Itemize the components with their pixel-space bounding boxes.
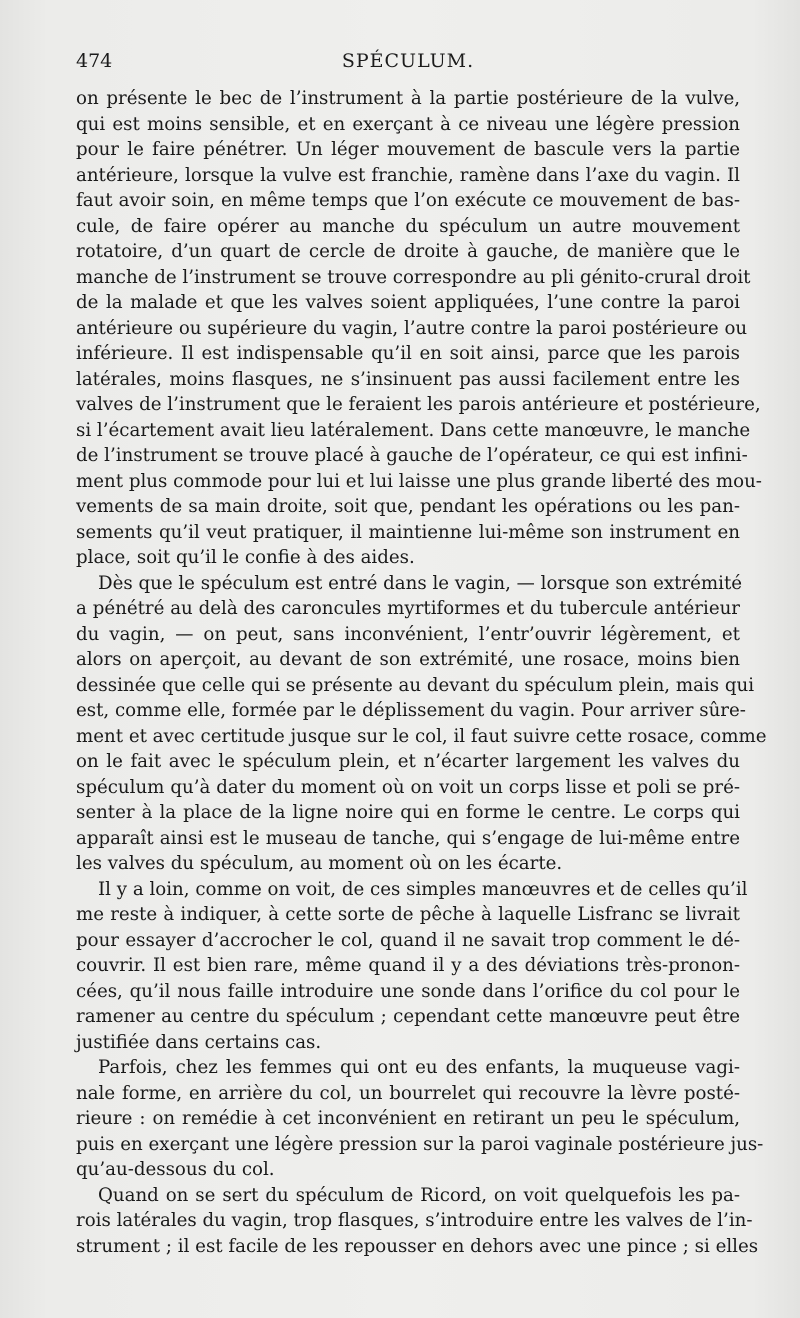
text-line: ment plus commode pour lui et lui laisse une plus grande liberté des mou- bbox=[76, 470, 762, 492]
body-text bbox=[76, 86, 767, 1259]
text-line: de l’instrument se trouve placé à gauche de l’opérateur, ce qui est infini- bbox=[76, 445, 748, 466]
text-line: inférieure. Il est indispensable qu’il en soit ainsi, parce que les parois bbox=[76, 343, 740, 364]
text-line: rieure : on remédie à cet inconvénient en retirant un peu le spéculum, bbox=[76, 1108, 740, 1129]
text-line: apparaît ainsi est le museau de tanche, qui s’engage de lui-même entre bbox=[76, 827, 740, 849]
text-line: Parfois, chez les femmes qui ont eu des enfants, la muqueuse vagi- bbox=[98, 1057, 740, 1078]
text-line: me reste à indiquer, à cette sorte de pêche à laquelle Lisfranc se livrait bbox=[76, 904, 740, 925]
text-line: latérales, moins flasques, ne s’insinuent pas aussi facilement entre les bbox=[76, 368, 740, 390]
paragraph bbox=[76, 1055, 764, 1183]
text-line: rois latérales du vagin, trop flasques, s’introduire entre les valves de l’in- bbox=[76, 1210, 753, 1231]
text-line: ment et avec certitude jusque sur le col, il faut suivre cette rosace, comme bbox=[76, 725, 767, 747]
text-line: les valves du spéculum, au moment où on les écarte. bbox=[76, 853, 563, 874]
paragraph bbox=[76, 877, 748, 1056]
text-line: si l’écartement avait lieu latéralement. Dans cette manœuvre, le manche bbox=[76, 419, 751, 441]
text-line: antérieure ou supérieure du vagin, l’autre contre la paroi postérieure ou bbox=[76, 317, 748, 339]
text-line: on le fait avec le spéculum plein, et n’écarter largement les valves du bbox=[76, 751, 740, 772]
text-line: qu’au-dessous du col. bbox=[76, 1159, 275, 1180]
text-line: justifiée dans certains cas. bbox=[76, 1031, 322, 1053]
text-line: a pénétré au delà des caroncules myrtiformes et du tubercule antérieur bbox=[76, 598, 740, 619]
text-line: vements de sa main droite, soit que, pendant les opérations ou les pan- bbox=[76, 496, 740, 517]
text-line: on présente le bec de l’instrument à la partie postérieure de la vulve, bbox=[76, 88, 740, 109]
text-line: Quand on se sert du spéculum de Ricord, on voit quelquefois les pa- bbox=[98, 1184, 740, 1206]
paragraph bbox=[76, 86, 762, 571]
text-line: place, soit qu’il le confie à des aides. bbox=[76, 547, 415, 568]
text-line: faut avoir soin, en même temps que l’on exécute ce mouvement de bas- bbox=[76, 190, 740, 211]
text-line: senter à la place de la ligne noire qui en forme le centre. Le corps qui bbox=[76, 802, 740, 823]
text-line: sements qu’il veut pratiquer, il maintienne lui-même son instrument en bbox=[76, 521, 740, 543]
text-line: du vagin, — on peut, sans inconvénient, l’entr’ouvrir légèrement, et bbox=[76, 623, 740, 645]
text-line: cées, qu’il nous faille introduire une sonde dans l’orifice du col pour le bbox=[76, 980, 740, 1002]
page-number: 474 bbox=[76, 50, 113, 72]
text-line: strument ; il est facile de les repousser en dehors avec une pince ; si elles bbox=[76, 1235, 759, 1257]
text-line: ramener au centre du spéculum ; cependant cette manœuvre peut être bbox=[76, 1006, 740, 1027]
running-title: SPÉCULUM. bbox=[341, 50, 475, 72]
text-line: Dès que le spéculum est entré dans le vagin, — lorsque son extrémité bbox=[98, 572, 743, 594]
text-line: spéculum qu’à dater du moment où on voit un corps lisse et poli se pré- bbox=[76, 776, 740, 798]
text-line: pour le faire pénétrer. Un léger mouvement de bascule vers la partie bbox=[76, 139, 740, 160]
text-line: de la malade et que les valves soient appliquées, l’une contre la paroi bbox=[76, 292, 740, 313]
text-line: antérieure, lorsque la vulve est franchie, ramène dans l’axe du vagin. Il bbox=[76, 164, 740, 186]
text-line: manche de l’instrument se trouve correspondre au pli génito-crural droit bbox=[76, 266, 751, 288]
text-line: nale forme, en arrière du col, un bourrelet qui recouvre la lèvre posté- bbox=[76, 1082, 740, 1104]
text-line: qui est moins sensible, et en exerçant à ce niveau une légère pression bbox=[76, 113, 740, 135]
text-line: cule, de faire opérer au manche du spéculum un autre mouvement bbox=[76, 215, 740, 237]
text-line: alors on aperçoit, au devant de son extrémité, une rosace, moins bien bbox=[76, 649, 740, 670]
text-line: est, comme elle, formée par le déplissement du vagin. Pour arriver sûre- bbox=[76, 700, 746, 721]
text-line: pour essayer d’accrocher le col, quand il ne savait trop comment le dé- bbox=[76, 929, 740, 951]
text-line: Il y a loin, comme on voit, de ces simples manœuvres et de celles qu’il bbox=[98, 878, 748, 900]
paragraph bbox=[76, 1183, 759, 1260]
text-line: dessinée que celle qui se présente au devant du spéculum plein, mais qui bbox=[76, 674, 755, 696]
text-line: puis en exerçant une légère pression sur la paroi vaginale postérieure jus- bbox=[76, 1133, 764, 1155]
text-line: rotatoire, d’un quart de cercle de droite à gauche, de manière que le bbox=[76, 241, 740, 262]
paragraph bbox=[76, 571, 767, 877]
text-line: valves de l’instrument que le feraient les parois antérieure et postérieure, bbox=[76, 394, 761, 415]
page-header bbox=[76, 50, 740, 84]
text-line: couvrir. Il est bien rare, même quand il y a des déviations très-pronon- bbox=[76, 955, 740, 976]
